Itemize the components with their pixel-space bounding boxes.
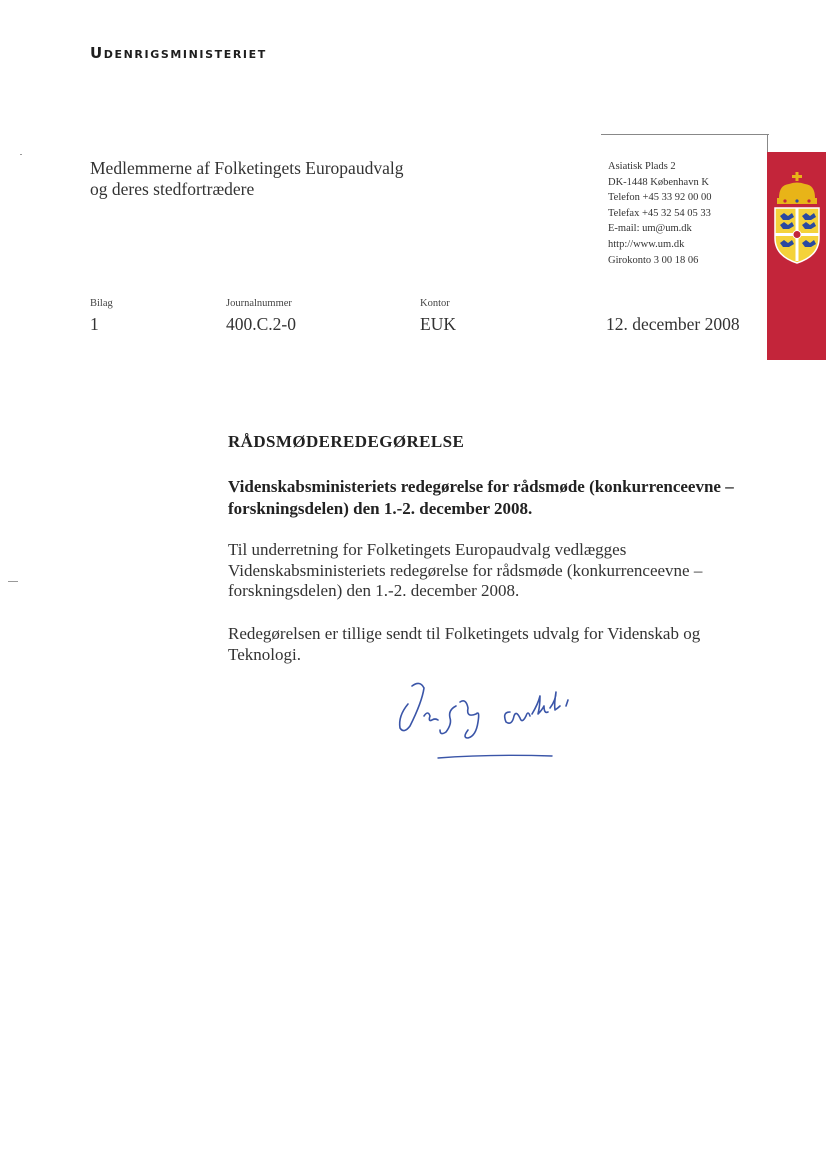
address-web: http://www.um.dk [608,238,685,250]
journal-label: Journalnummer [226,298,292,309]
recipient-line: og deres stedfortrædere [90,179,255,199]
body-paragraph: Til underretning for Folketingets Europaudvalg vedlægges Videnskabsministeriets redegørelse for rådsmøde (konkurrenceevne – forskningsdelen) den 1.-2. december 2008. [228,540,703,600]
coat-of-arms-icon [771,172,823,264]
recipient-block [90,158,403,200]
address-city: DK-1448 København K [608,176,709,188]
bilag-label: Bilag [90,298,113,309]
recipient-line: Medlemmerne af Folketingets Europaudvalg [90,158,404,178]
address-fax: Telefax +45 32 54 05 33 [608,207,711,219]
document-subheading: Videnskabsministeriets redegørelse for rådsmøde (konkurrenceevne – forskningsdelen) den 1.-2. december 2008. [228,477,734,518]
address-phone: Telefon +45 33 92 00 00 [608,192,712,204]
kontor-value: EUK [420,314,456,334]
margin-mark [20,154,22,155]
letter-date: 12. december 2008 [606,314,740,334]
address-street: Asiatisk Plads 2 [608,161,676,172]
margin-mark [8,581,18,582]
document-heading: RÅDSMØDEREDEGØRELSE [228,432,465,451]
address-block [608,159,711,268]
address-giro: Girokonto 3 00 18 06 [608,254,699,266]
address-rule [601,134,769,135]
address-email: E-mail: um@um.dk [608,223,692,235]
bilag-value: 1 [90,314,99,334]
ministry-name: Udenrigsministeriet [90,44,267,62]
kontor-label: Kontor [420,298,450,309]
address-rule-tick [767,134,768,152]
journal-value: 400.C.2-0 [226,314,296,334]
signature-icon [390,676,590,768]
body-paragraph: Redegørelsen er tillige sendt til Folketingets udvalg for Videnskab og Teknologi. [228,624,701,664]
